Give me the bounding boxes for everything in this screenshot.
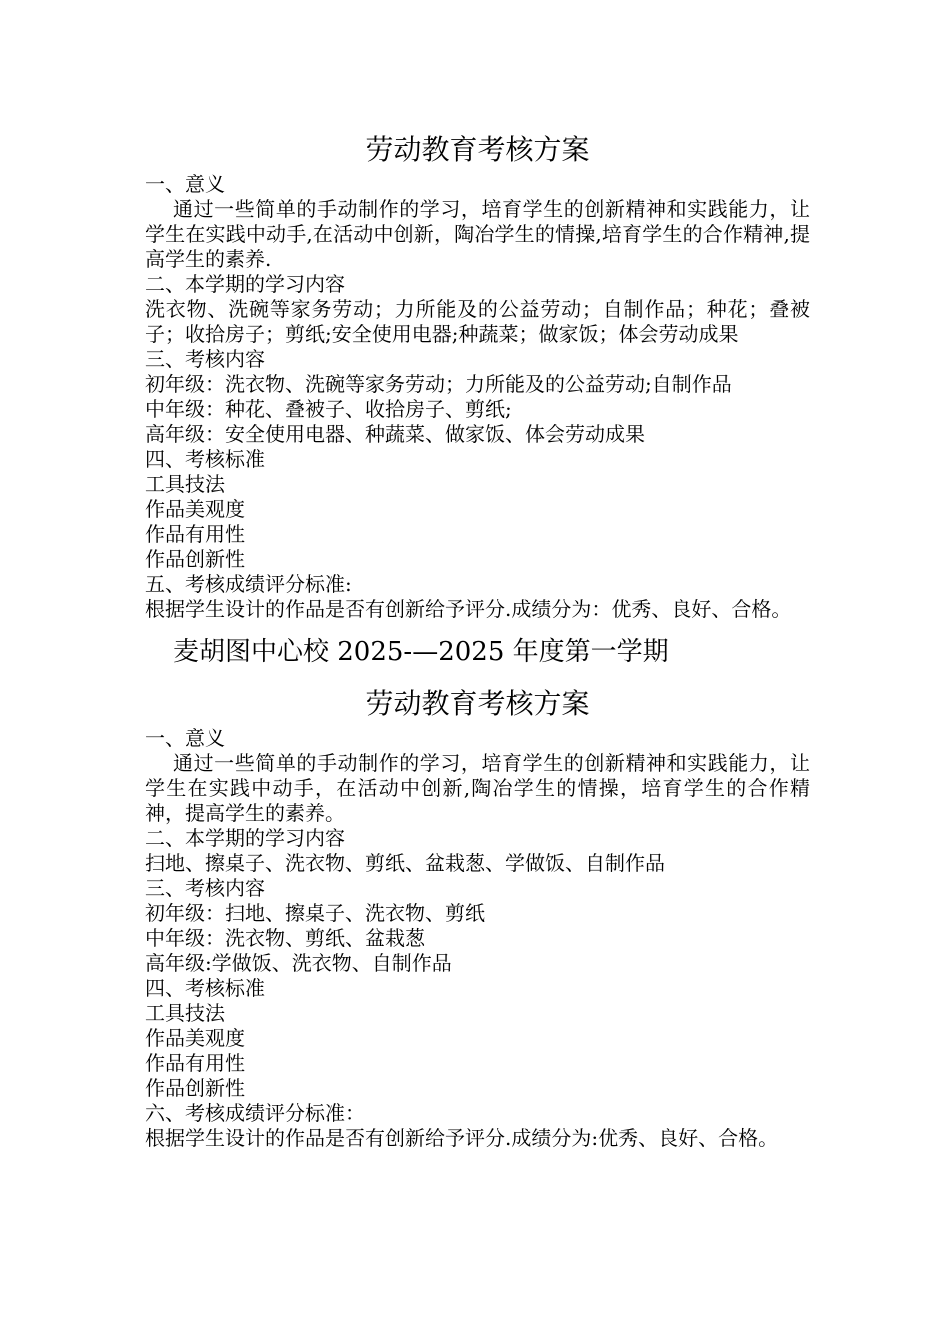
doc1-section3-heading: 三、考核内容: [145, 347, 265, 371]
doc2-section4-heading: 四、考核标准: [145, 976, 265, 1000]
doc2-section2-heading: 二、本学期的学习内容: [145, 826, 345, 850]
doc2-subtitle: 麦胡图中心校 2025-—2025 年度第一学期: [173, 637, 669, 667]
doc1-section3-item: 高年级：安全使用电器、种蔬菜、做家饭、体会劳动成果: [145, 422, 645, 446]
doc1-section1-heading: 一、意义: [145, 172, 225, 196]
doc2-section4-item: 作品美观度: [145, 1026, 245, 1050]
doc1-section4-item: 作品创新性: [145, 547, 245, 571]
doc2-section1-body: 通过一些简单的手动制作的学习，培育学生的创新精神和实践能力，让学生在实践中动手，在活动中创新,陶冶学生的情操，培育学生的合作精神，提高学生的素养。: [145, 751, 810, 825]
doc2-section3-item: 中年级：洗衣物、剪纸、盆栽葱: [145, 926, 425, 950]
doc2-section3-item: 初年级：扫地、擦桌子、洗衣物、剪纸: [145, 901, 485, 925]
document-content: [145, 128, 810, 1151]
doc2-section3-heading: 三、考核内容: [145, 876, 265, 900]
doc1-section3-item: 初年级：洗衣物、洗碗等家务劳动；力所能及的公益劳动;自制作品: [145, 372, 732, 396]
doc1-section3-item: 中年级：种花、叠被子、收拾房子、剪纸;: [145, 397, 512, 421]
doc1-section5-body: 根据学生设计的作品是否有创新给予评分.成绩分为：优秀、良好、合格。: [145, 597, 792, 621]
doc2-section4-item: 作品创新性: [145, 1076, 245, 1100]
doc1-section1-body: 通过一些简单的手动制作的学习，培育学生的创新精神和实践能力，让学生在实践中动手,在活动中创新，陶冶学生的情操,培育学生的合作精神,提高学生的素养.: [145, 197, 810, 271]
doc1-section2-body: 洗衣物、洗碗等家务劳动；力所能及的公益劳动；自制作品；种花；叠被子；收拾房子；剪纸;安全使用电器;种蔬菜；做家饭；体会劳动成果: [145, 297, 810, 346]
doc2-section4-item: 工具技法: [145, 1001, 225, 1025]
doc2-section4-item: 作品有用性: [145, 1051, 245, 1075]
doc1-section4-heading: 四、考核标准: [145, 447, 265, 471]
doc2-section1-heading: 一、意义: [145, 726, 225, 750]
doc1-section4-item: 工具技法: [145, 472, 225, 496]
doc2-section6-body: 根据学生设计的作品是否有创新给予评分.成绩分为:优秀、良好、合格。: [145, 1126, 779, 1150]
doc1-section4-item: 作品美观度: [145, 497, 245, 521]
doc1-section5-heading: 五、考核成绩评分标准:: [145, 572, 352, 596]
doc1-section2-heading: 二、本学期的学习内容: [145, 272, 345, 296]
doc1-section4-item: 作品有用性: [145, 522, 245, 546]
doc2-section3-item: 高年级:学做饭、洗衣物、自制作品: [145, 951, 452, 975]
doc2-title: 劳动教育考核方案: [365, 687, 590, 720]
doc1-title: 劳动教育考核方案: [365, 133, 590, 166]
doc2-section6-heading: 六、考核成绩评分标准：: [145, 1101, 365, 1125]
doc2-section2-body: 扫地、擦桌子、洗衣物、剪纸、盆栽葱、学做饭、自制作品: [145, 851, 665, 875]
